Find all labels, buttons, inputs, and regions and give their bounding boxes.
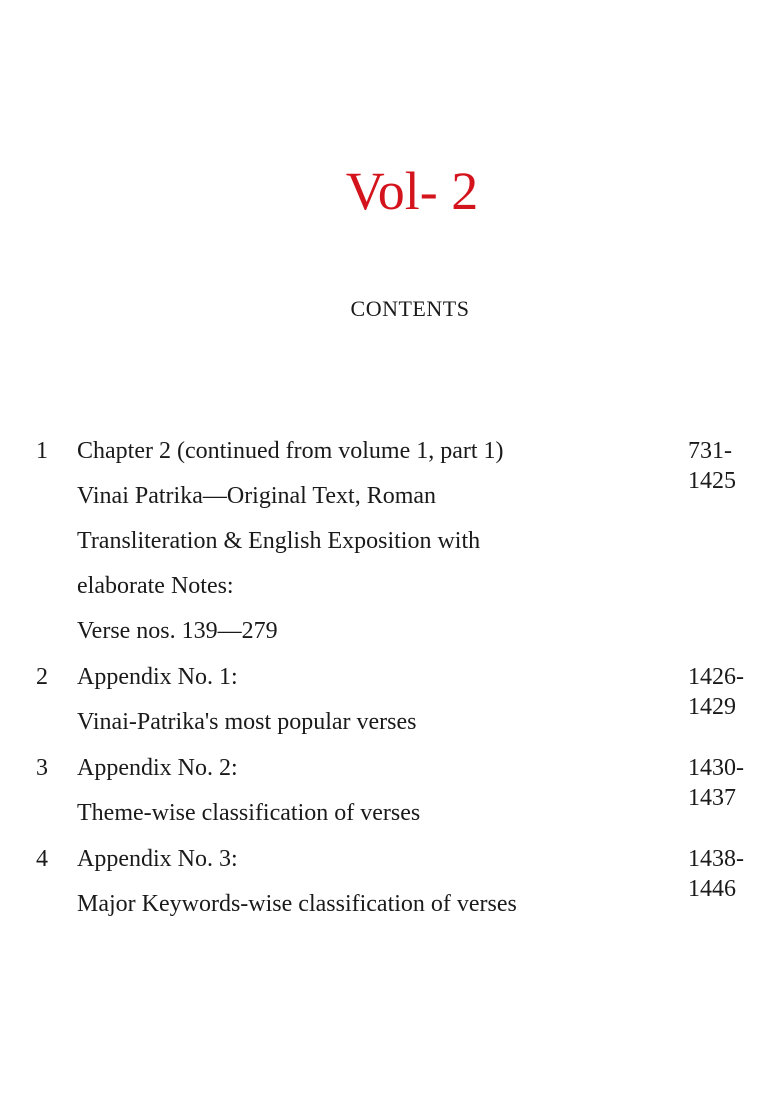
entry-text-line: Appendix No. 3: bbox=[77, 846, 238, 872]
entry-text-line: Appendix No. 2: bbox=[77, 755, 238, 781]
page-end: 1437 bbox=[688, 785, 736, 811]
entry-text-line: Chapter 2 (continued from volume 1, part 1) bbox=[77, 438, 504, 464]
entry-number: 2 bbox=[36, 664, 48, 690]
entry-text-line: Major Keywords-wise classification of verses bbox=[77, 891, 517, 917]
entry-page-range bbox=[688, 753, 744, 813]
page-start: 731- bbox=[688, 438, 732, 464]
volume-title: Vol- 2 bbox=[345, 161, 479, 221]
entry-text-line: Vinai-Patrika's most popular verses bbox=[77, 709, 417, 735]
page-start: 1426- bbox=[688, 664, 744, 690]
entry-text-line: Vinai Patrika—Original Text, Roman bbox=[77, 483, 437, 509]
entry-text-line: Verse nos. 139—279 bbox=[77, 618, 278, 644]
entry-number: 4 bbox=[36, 846, 48, 872]
page-end: 1429 bbox=[688, 694, 736, 720]
page-end: 1425 bbox=[688, 468, 736, 494]
entry-number: 1 bbox=[36, 438, 48, 464]
entry-page-range bbox=[688, 844, 744, 904]
entry-text-line: Appendix No. 1: bbox=[77, 664, 238, 690]
entry-page-range bbox=[688, 662, 744, 722]
entry-text-line: elaborate Notes: bbox=[77, 573, 234, 599]
contents-heading: CONTENTS bbox=[350, 296, 470, 321]
page-end: 1446 bbox=[688, 876, 736, 902]
page-start: 1438- bbox=[688, 846, 744, 872]
entry-text-line: Transliteration & English Exposition with bbox=[77, 528, 481, 554]
page-start: 1430- bbox=[688, 755, 744, 781]
entry-number: 3 bbox=[36, 755, 48, 781]
entry-page-range bbox=[688, 436, 736, 496]
entry-text-line: Theme-wise classification of verses bbox=[77, 800, 421, 826]
